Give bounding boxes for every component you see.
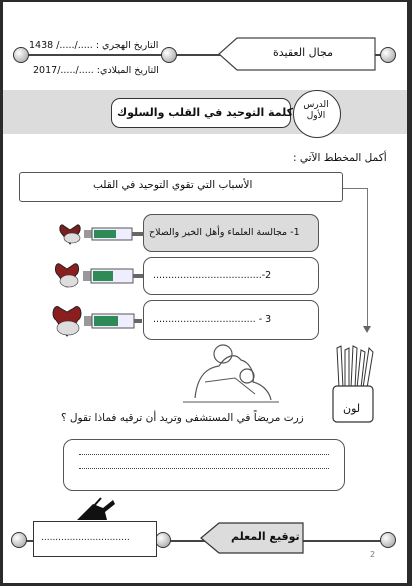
connector-vertical (367, 188, 368, 328)
exercise2-question: زرت مريضاً في المستشفى وتريد أن ترقيه فماذا تقول ؟ (61, 412, 304, 424)
item3-text: 3 - .................................. (153, 314, 272, 325)
color-label: لون (343, 402, 361, 415)
lesson-badge-text: الدرس الأول (303, 100, 329, 121)
signature-dots: ............................... (41, 533, 130, 543)
answer-line-1 (79, 454, 329, 455)
gregorian-date: التاريخ الميلادي: ...../...../2017 (33, 65, 159, 76)
header-circle-mid (161, 47, 177, 63)
hijri-date: التاريخ الهجري : ...../...../ 1438 (29, 40, 159, 51)
lesson-title: كلمة التوحيد في القلب والسلوك (117, 106, 293, 119)
syringe-heart-2 (53, 259, 145, 293)
item2-text: 2-.................................... (153, 270, 272, 281)
teacher-signature-label: توقيع المعلم (231, 530, 300, 543)
patient-visit-illustration (175, 338, 285, 408)
footer-circle-mid (155, 532, 171, 548)
syringe-heart-1 (58, 220, 146, 250)
connector-top (343, 188, 367, 189)
subject-label: مجال العقيدة (273, 46, 333, 59)
header-circle-left (13, 47, 29, 63)
footer-circle-left (11, 532, 27, 548)
heading-text: الأسباب التي تقوي التوحيد في القلب (93, 179, 253, 191)
hand-writing-icon (73, 494, 117, 524)
answer-line-2 (79, 468, 329, 469)
connector-arrow (363, 326, 371, 333)
footer-circle-right (380, 532, 396, 548)
exercise1-instruction: أكمل المخطط الآتي : (293, 152, 387, 164)
answer-box (63, 439, 345, 491)
header-circle-right (380, 47, 396, 63)
item1-text: 1- مجالسة العلماء وأهل الخير والصلاح (149, 227, 300, 238)
worksheet-page (3, 2, 407, 583)
page-number: 2 (370, 550, 376, 559)
syringe-heart-3 (50, 300, 144, 342)
